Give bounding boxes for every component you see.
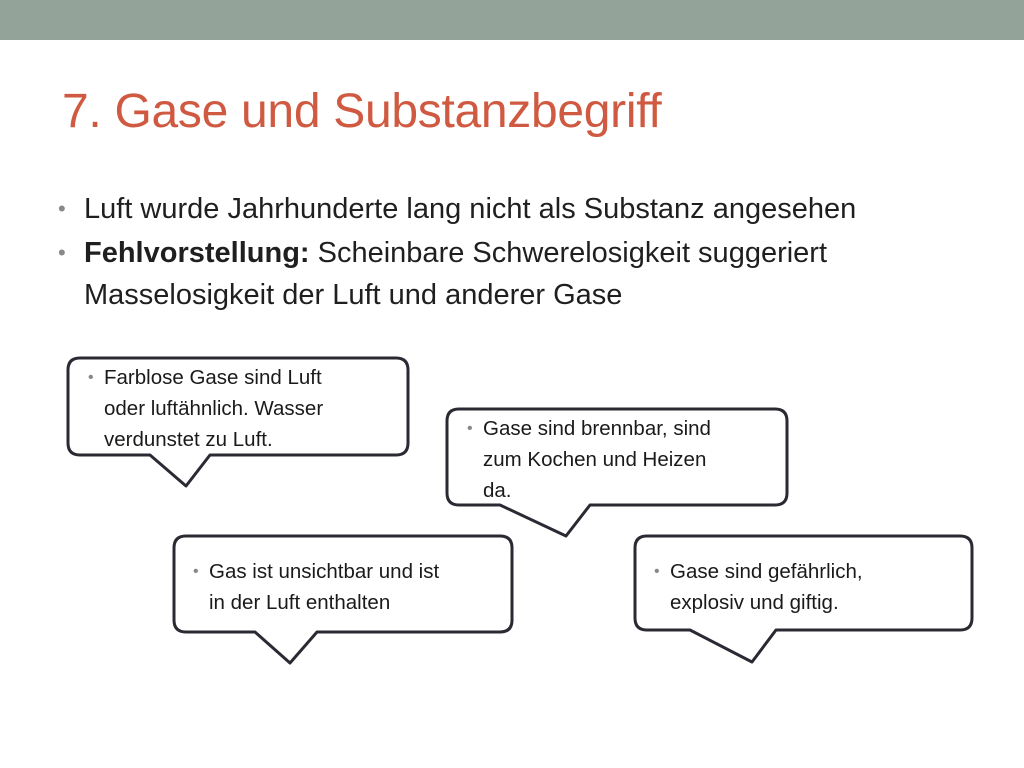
bubble-line: zum Kochen und Heizen [483,448,707,471]
bullet-bold-label: Fehlvorstellung: [84,237,310,269]
bubble-line: Gas ist unsichtbar und ist [209,560,440,583]
bubble-line: Farblose Gase sind Luft [104,366,322,389]
bubble-line: verdunstet zu Luft. [104,428,273,451]
bubble-line: Gase sind gefährlich, [670,560,863,583]
bullet-text: Luft wurde Jahrhunderte lang nicht als Substanz angesehen [84,193,857,225]
bubble-line: in der Luft enthalten [209,591,391,614]
bullet-dot-icon: • [58,196,66,221]
bullet-dot-icon: • [467,420,473,437]
bullet-dot-icon: • [193,563,199,580]
slide-title: 7. Gase und Substanzbegriff [62,85,662,138]
speech-bubble-text [654,556,863,618]
bullet-dot-icon: • [58,240,66,265]
speech-bubble-text [193,556,440,618]
bullet-text: Scheinbare Schwerelosigkeit suggeriert Masselosigkeit der Luft und anderer Gase [84,237,828,311]
bubble-line: Gase sind brennbar, sind [483,417,711,440]
bullet-dot-icon: • [88,369,94,386]
speech-bubble-text [88,362,324,455]
bullet-dot-icon: • [654,563,660,580]
bubble-line: oder luftähnlich. Wasser [104,397,324,420]
bubble-line: da. [483,479,512,502]
speech-bubble-text [467,413,711,506]
bubble-line: explosiv und giftig. [670,591,839,614]
